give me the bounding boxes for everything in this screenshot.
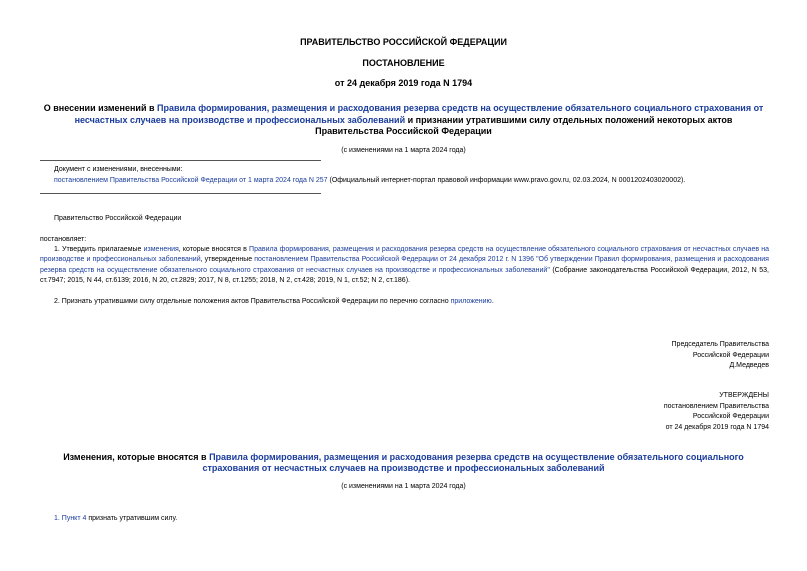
document-type: ПОСТАНОВЛЕНИЕ (362, 58, 445, 68)
signature-name: Д.Медведев (729, 362, 769, 370)
issuer: Правительство Российской Федерации (54, 215, 182, 222)
document-date-number: от 24 декабря 2019 года N 1794 (334, 78, 473, 88)
paragraph-2 (54, 298, 494, 305)
approved-block (664, 391, 769, 433)
title-part2: и признании утратившими силу отдельных положений некоторых актов Правительства Российской Федерации (315, 114, 733, 137)
appendix-link[interactable]: приложению (450, 298, 492, 305)
p1-text-b: , которые вносятся в (178, 246, 250, 253)
decrees-word: постановляет: (40, 236, 87, 243)
amendment-publication: (Официальный интернет-портал правовой информации www.pravo.gov.ru, 02.03.2024, N 0001202403020002). (327, 177, 686, 184)
signature-org: Российской Федерации (692, 351, 769, 359)
changes-title-text: Изменения, которые вносятся в (63, 452, 210, 462)
rules-link[interactable]: Правила формирования, размещения и расходования резерва средств на осуществление обязательного социального страхования от несчастных случаев на производстве и профессиональных заболеваний (74, 103, 764, 125)
signature-position: Председатель Правительства (671, 341, 769, 348)
document-title (40, 103, 767, 138)
signature-block (672, 340, 769, 372)
divider-bottom (40, 193, 321, 194)
government-heading: ПРАВИТЕЛЬСТВО РОССИЙСКОЙ ФЕДЕРАЦИИ (300, 37, 507, 47)
p2-text-a: 2. Признать утратившими силу отдельные положения актов Правительства Российской Федерации по перечню согласно (54, 298, 451, 305)
changes-title (60, 452, 747, 475)
p1-text-a: 1. Утвердить прилагаемые (54, 246, 144, 253)
amendments-source (54, 177, 685, 184)
amendment-decree-link[interactable]: постановлением Правительства Российской Федерации от 1 марта 2024 года N 257 (54, 177, 328, 184)
p2-text-b: . (491, 298, 494, 305)
approved-heading: УТВЕРЖДЕНЫ (719, 392, 769, 399)
p1-text-d: (Собрание законодательства Российской Федерации, 2012, N 53, ст.7947; 2015, N 44, ст.6139; 2016, N 20, ст.2829; 2017, N 8, ст.1255; 2018, N 2, ст.428; 2019, N 1, ст.52; N 2, ст.186). (40, 266, 769, 285)
approved-date: от 24 декабря 2019 года N 1794 (665, 423, 769, 431)
changes-amended-note: (с изменениями на 1 марта 2024 года) (341, 483, 466, 490)
p1-rules-link[interactable]: Правила формирования, размещения и расходования резерва средств на осуществление обязательного социального страхования от несчастных случаев на производстве и профессиональных заболеваний (40, 246, 769, 264)
change-item-text: признать утратившим силу. (86, 515, 178, 522)
approved-by: постановлением Правительства (663, 402, 769, 410)
amended-note: (с изменениями на 1 марта 2024 года) (341, 147, 466, 154)
change-item-1 (54, 515, 177, 522)
changes-rules-link[interactable]: Правила формирования, размещения и расходования резерва средств на осуществление обязательного социального страхования от несчастных случаев на производстве и профессиональных заболеваний (202, 452, 744, 474)
p1-text-c: , утвержденные (200, 256, 255, 264)
paragraph-1 (40, 245, 769, 287)
amendments-label: Документ с изменениями, внесенными: (54, 166, 183, 173)
point-4-link[interactable]: 1. Пункт 4 (54, 515, 87, 522)
decree-1396-link[interactable]: постановлением Правительства Российской Федерации от 24 декабря 2012 г. N 1396 "Об утверждении Правил формирования, размещения и расходования резерва средств на осуществление обязательного социального страхования от несчастных случаев на производстве и профессиональных заболеваний" (40, 256, 769, 274)
divider-top (40, 160, 321, 161)
title-part1: О внесении изменений в (43, 103, 158, 113)
changes-link[interactable]: изменения (143, 246, 179, 253)
approved-org: Российской Федерации (692, 413, 769, 421)
